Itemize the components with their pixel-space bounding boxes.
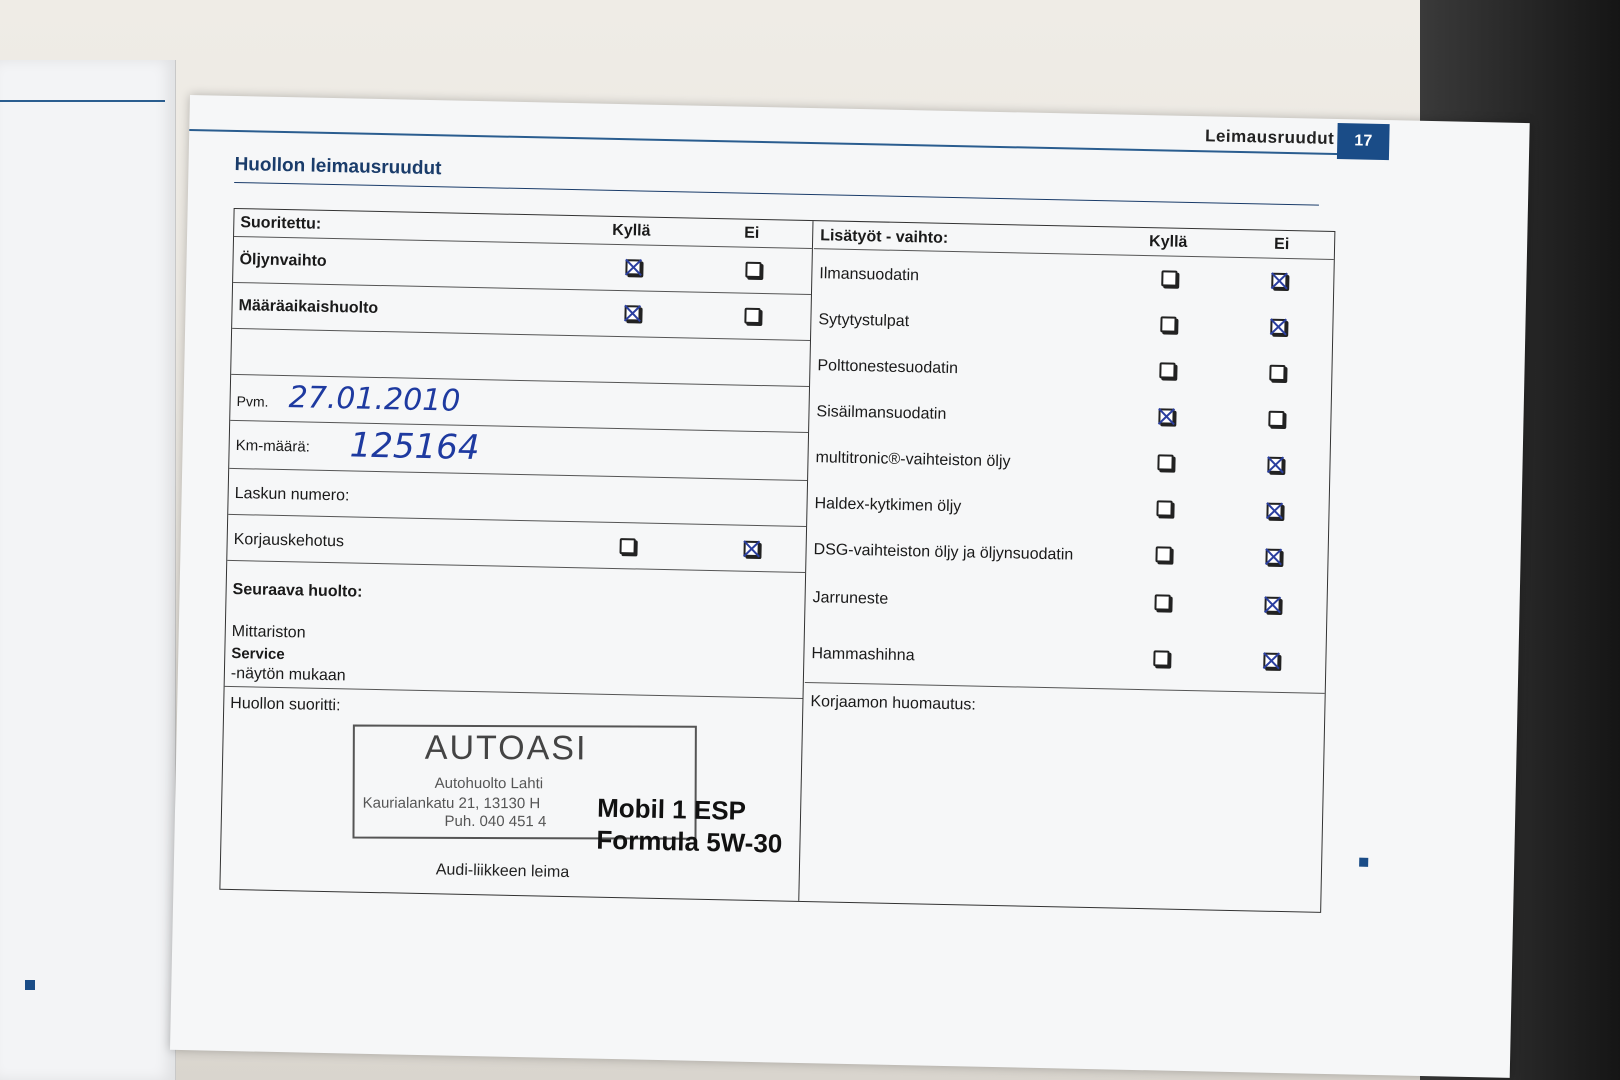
title-rule: [234, 182, 1319, 206]
additional-label: Polttonestesuodatin: [817, 357, 959, 378]
performed-label: Öljynvaihto: [239, 251, 327, 270]
cabin-filter-yes-checkbox[interactable]: [1158, 408, 1174, 424]
brake-fluid-yes-checkbox[interactable]: [1154, 594, 1170, 610]
multitronic-no-checkbox[interactable]: [1267, 457, 1283, 473]
workshop-note-label: Korjaamon huomautus:: [810, 693, 977, 714]
page-title: Huollon leimausruudut: [234, 153, 442, 180]
stamp-line: Kaurialankatu 21, 13130 H: [362, 794, 541, 813]
oil-stamp-line1: Mobil 1 ESP: [596, 792, 747, 826]
dealer-stamp-caption: Audi-liikkeen leima: [435, 861, 570, 882]
timing-belt-yes-checkbox[interactable]: [1153, 650, 1169, 666]
brake-fluid-no-checkbox[interactable]: [1264, 597, 1280, 613]
spark-plugs-no-checkbox[interactable]: [1270, 319, 1286, 335]
done-by-label: Huollon suoritti:: [230, 694, 341, 715]
left-book-page: [0, 60, 176, 1080]
performed-yes-header: Kyllä: [612, 221, 651, 240]
stamp-line: Puh. 040 451 4: [444, 812, 547, 831]
additional-column: [800, 221, 1334, 912]
workshop-note-area[interactable]: [800, 683, 1324, 912]
additional-label: multitronic®-vaihteiston öljy: [815, 449, 1011, 471]
stamp-line: Autohuolto Lahti: [434, 774, 544, 793]
left-page-rule: [0, 100, 165, 102]
fuel-filter-yes-checkbox[interactable]: [1159, 362, 1175, 378]
cabin-filter-no-checkbox[interactable]: [1268, 411, 1284, 427]
next-service-label: Seuraava huolto:: [232, 581, 363, 601]
additional-label: Sytytystulpat: [818, 311, 910, 331]
scheduled-no-checkbox[interactable]: [744, 308, 760, 324]
scheduled-yes-checkbox[interactable]: [624, 305, 640, 321]
date-value[interactable]: 27.01.2010: [288, 380, 461, 419]
next-service-row: [225, 561, 806, 699]
performed-label: Määräaikaishuolto: [238, 297, 379, 317]
repair-label: Korjauskehotus: [233, 531, 345, 551]
stamp-name: AUTOASI: [424, 728, 588, 768]
air-filter-no-checkbox[interactable]: [1271, 273, 1287, 289]
haldex-no-checkbox[interactable]: [1266, 503, 1282, 519]
haldex-yes-checkbox[interactable]: [1156, 500, 1172, 516]
left-page-marker: [25, 980, 35, 990]
additional-label: Haldex-kytkimen öljy: [814, 495, 962, 516]
oil-no-checkbox[interactable]: [745, 262, 761, 278]
additional-label: Sisäilmansuodatin: [816, 403, 947, 423]
service-form: [219, 208, 1335, 913]
oil-stamp: [596, 792, 783, 860]
meter-line1: Mittariston: [231, 622, 306, 642]
page-end-marker: [1359, 858, 1368, 867]
additional-label: Hammashihna: [811, 645, 915, 665]
additional-label: Jarruneste: [812, 589, 889, 608]
dsg-yes-checkbox[interactable]: [1155, 546, 1171, 562]
km-label: Km-määrä:: [235, 437, 311, 456]
oil-stamp-line2: Formula 5W-30: [596, 824, 783, 859]
additional-heading: Lisätyöt - vaihto:: [820, 227, 949, 247]
fuel-filter-no-checkbox[interactable]: [1269, 365, 1285, 381]
book-page: [170, 95, 1530, 1078]
meter-line2: Service: [231, 644, 285, 664]
performed-column: [220, 209, 813, 901]
section-label: Leimausruudut: [1204, 126, 1335, 148]
meter-line3: -näytön mukaan: [230, 664, 346, 685]
additional-no-header: Ei: [1273, 235, 1290, 254]
repair-no-checkbox[interactable]: [743, 541, 759, 557]
performed-no-header: Ei: [744, 224, 760, 242]
additional-label: DSG-vaihteiston öljy ja öljynsuodatin: [813, 541, 1074, 564]
timing-belt-no-checkbox[interactable]: [1263, 653, 1279, 669]
multitronic-yes-checkbox[interactable]: [1157, 454, 1173, 470]
performed-heading: Suoritettu:: [240, 214, 322, 233]
additional-label: Ilmansuodatin: [819, 265, 920, 285]
dsg-no-checkbox[interactable]: [1265, 549, 1281, 565]
km-value[interactable]: 125164: [349, 425, 480, 469]
invoice-label[interactable]: Laskun numero:: [234, 485, 350, 505]
page-number: 17: [1337, 123, 1390, 160]
spark-plugs-yes-checkbox[interactable]: [1160, 316, 1176, 332]
oil-yes-checkbox[interactable]: [625, 259, 641, 275]
additional-row: [805, 621, 1326, 694]
date-label: Pvm.: [236, 393, 269, 410]
repair-yes-checkbox[interactable]: [619, 538, 635, 554]
air-filter-yes-checkbox[interactable]: [1161, 270, 1177, 286]
additional-yes-header: Kyllä: [1148, 233, 1188, 251]
